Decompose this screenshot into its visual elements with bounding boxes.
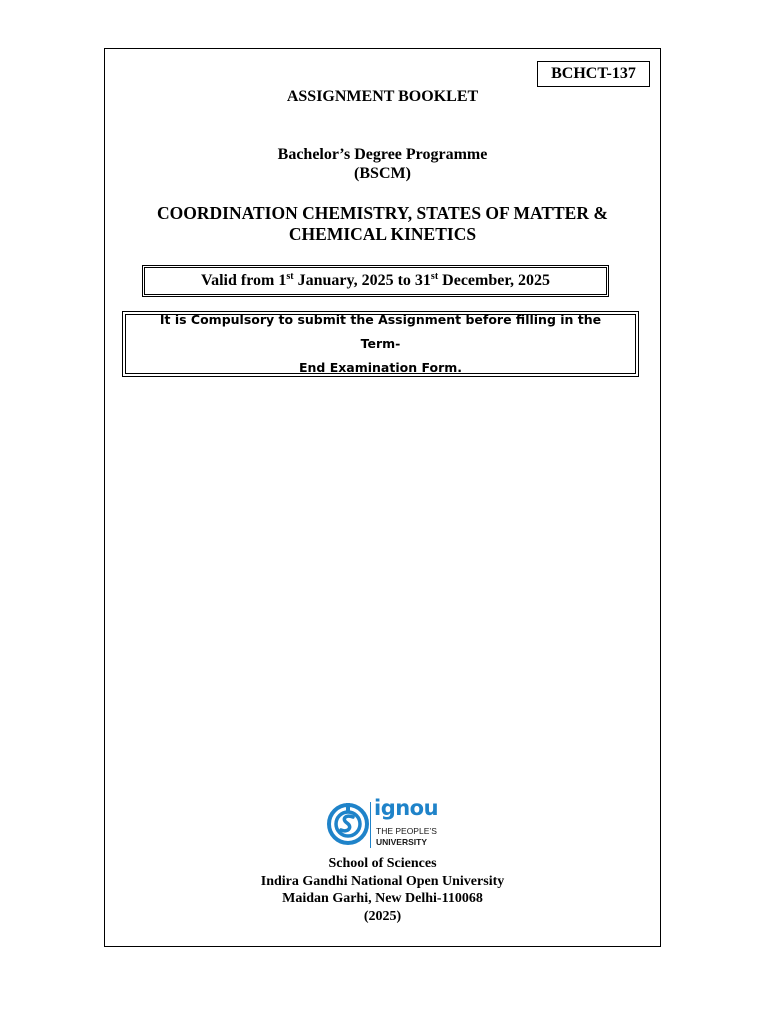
programme-code: (BSCM) (354, 165, 411, 182)
validity-suffix: December, 2025 (438, 272, 550, 289)
course-title-line2: CHEMICAL KINETICS (288, 224, 477, 244)
validity-sup2: st (430, 271, 439, 282)
footer-school: School of Sciences (328, 856, 437, 871)
notice-line1: It is Compulsory to submit the Assignment before filling in the Term- (159, 312, 602, 351)
programme-name: Bachelor’s Degree Programme (277, 146, 488, 163)
validity-box (144, 267, 607, 295)
logo-divider (370, 802, 371, 848)
course-title-line1: COORDINATION CHEMISTRY, STATES OF MATTER & (157, 203, 608, 223)
footer-university: Indira Gandhi National Open University (260, 873, 505, 889)
notice-line2: End Examination Form. (298, 360, 463, 375)
ignou-logo-icon (326, 802, 370, 846)
programme-block (104, 145, 661, 183)
footer-block (104, 855, 661, 925)
notice-box (125, 314, 636, 374)
logo-tagline-line1: THE PEOPLE’S (376, 826, 437, 836)
footer-address: Maidan Garhi, New Delhi-110068 (282, 891, 483, 906)
ignou-logo (326, 796, 446, 852)
course-code-box (537, 61, 650, 87)
validity-sup1: st (286, 271, 294, 282)
logo-wordmark: ignou (374, 796, 439, 820)
validity-prefix: Valid from 1 (201, 272, 287, 289)
course-title (104, 203, 661, 245)
footer-year: (2025) (363, 908, 402, 924)
validity-middle: January, 2025 to 31 (293, 272, 431, 289)
logo-tagline-line2: UNIVERSITY (376, 837, 428, 847)
booklet-title: ASSIGNMENT BOOKLET (286, 88, 479, 105)
validity-text (201, 272, 550, 290)
course-code: BCHCT-137 (551, 65, 636, 82)
